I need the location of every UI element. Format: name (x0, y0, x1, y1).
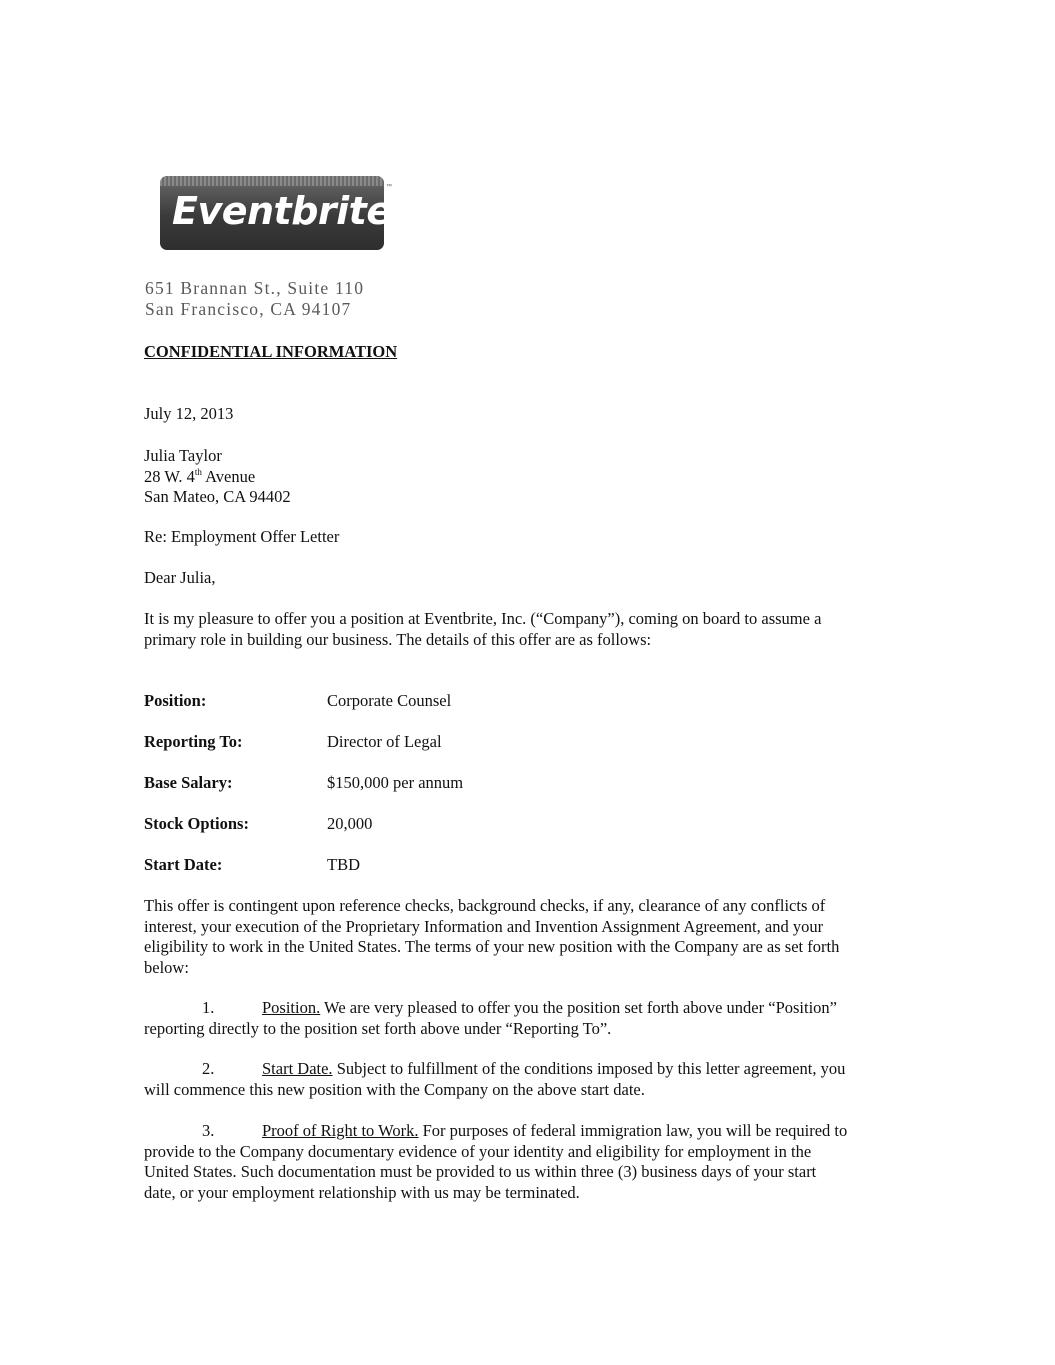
company-address (145, 278, 364, 320)
section-3-line-3: United States. Such documentation must be provided to us within three (3) business days of your start (144, 1162, 817, 1181)
street-number: 28 W. 4 (144, 466, 195, 486)
term-label-stock: Stock Options: (144, 814, 249, 833)
contingent-line-1: This offer is contingent upon reference checks, background checks, if any, clearance of any conflicts of (144, 896, 826, 915)
section-1-number: 1. (202, 998, 215, 1017)
street-name: Avenue (201, 466, 256, 486)
section-2-text: Subject to fulfillment of the conditions imposed by this letter agreement, you (332, 1059, 846, 1078)
letter-date: July 12, 2013 (144, 404, 234, 423)
confidential-heading: CONFIDENTIAL INFORMATION (144, 342, 398, 361)
section-3-line-1 (144, 1121, 914, 1142)
term-value-reporting: Director of Legal (327, 732, 442, 751)
contingent-line-2: interest, your execution of the Proprietary Information and Invention Assignment Agreement, and your (144, 916, 824, 936)
section-3-line-2: provide to the Company documentary evidence of your identity and eligibility for employment in the (144, 1141, 812, 1161)
section-3-title: Proof of Right to Work. (262, 1121, 419, 1140)
recipient-address (144, 446, 291, 508)
contingent-line-3: eligibility to work in the United States. The terms of your new position with the Company are as set forth (144, 937, 840, 956)
logo-trademark: ™ (386, 184, 392, 190)
intro-line-2: primary role in building our business. The details of this offer are as follows: (144, 629, 652, 649)
term-value-salary: $150,000 per annum (327, 773, 464, 792)
term-value-stock: 20,000 (327, 814, 373, 833)
recipient-city: San Mateo, CA 94402 (144, 487, 291, 506)
address-line-1: 651 Brannan St., Suite 110 (145, 278, 365, 298)
street-suffix: th (194, 466, 202, 477)
subject-line: Re: Employment Offer Letter (144, 527, 340, 546)
term-label-reporting: Reporting To: (144, 732, 243, 751)
section-1 (144, 998, 914, 1039)
section-3 (144, 1121, 914, 1203)
section-1-text: We are very pleased to offer you the position set forth above under “Position” (320, 998, 837, 1017)
term-label-salary: Base Salary: (144, 773, 233, 792)
term-label-start: Start Date: (144, 855, 223, 874)
term-value-start: TBD (327, 855, 360, 874)
recipient-name: Julia Taylor (144, 446, 222, 465)
salutation: Dear Julia, (144, 568, 216, 587)
section-1-title: Position. (262, 998, 321, 1017)
section-2-title: Start Date. (262, 1059, 333, 1078)
recipient-street (144, 467, 291, 488)
section-2 (144, 1059, 914, 1100)
term-label-position: Position: (144, 691, 207, 710)
section-2-line-2: will commence this new position with the Company on the above start date. (144, 1079, 645, 1099)
contingent-line-4: below: (144, 957, 189, 977)
section-2-number: 2. (202, 1059, 215, 1078)
intro-line-1: It is my pleasure to offer you a position at Eventbrite, Inc. (“Company”), coming on board to assume a (144, 609, 822, 628)
section-1-line-1 (144, 998, 914, 1019)
section-3-text: For purposes of federal immigration law, you will be required to (418, 1121, 848, 1140)
intro-paragraph (144, 609, 914, 650)
contingent-paragraph (144, 896, 914, 978)
section-3-number: 3. (202, 1121, 215, 1140)
term-value-position: Corporate Counsel (327, 691, 452, 710)
address-line-2: San Francisco, CA 94107 (145, 299, 352, 319)
section-3-line-4: date, or your employment relationship with us may be terminated. (144, 1182, 580, 1202)
logo-text: Eventbrite (172, 189, 392, 233)
section-2-line-1 (144, 1059, 914, 1080)
section-1-line-2: reporting directly to the position set forth above under “Reporting To”. (144, 1018, 612, 1038)
